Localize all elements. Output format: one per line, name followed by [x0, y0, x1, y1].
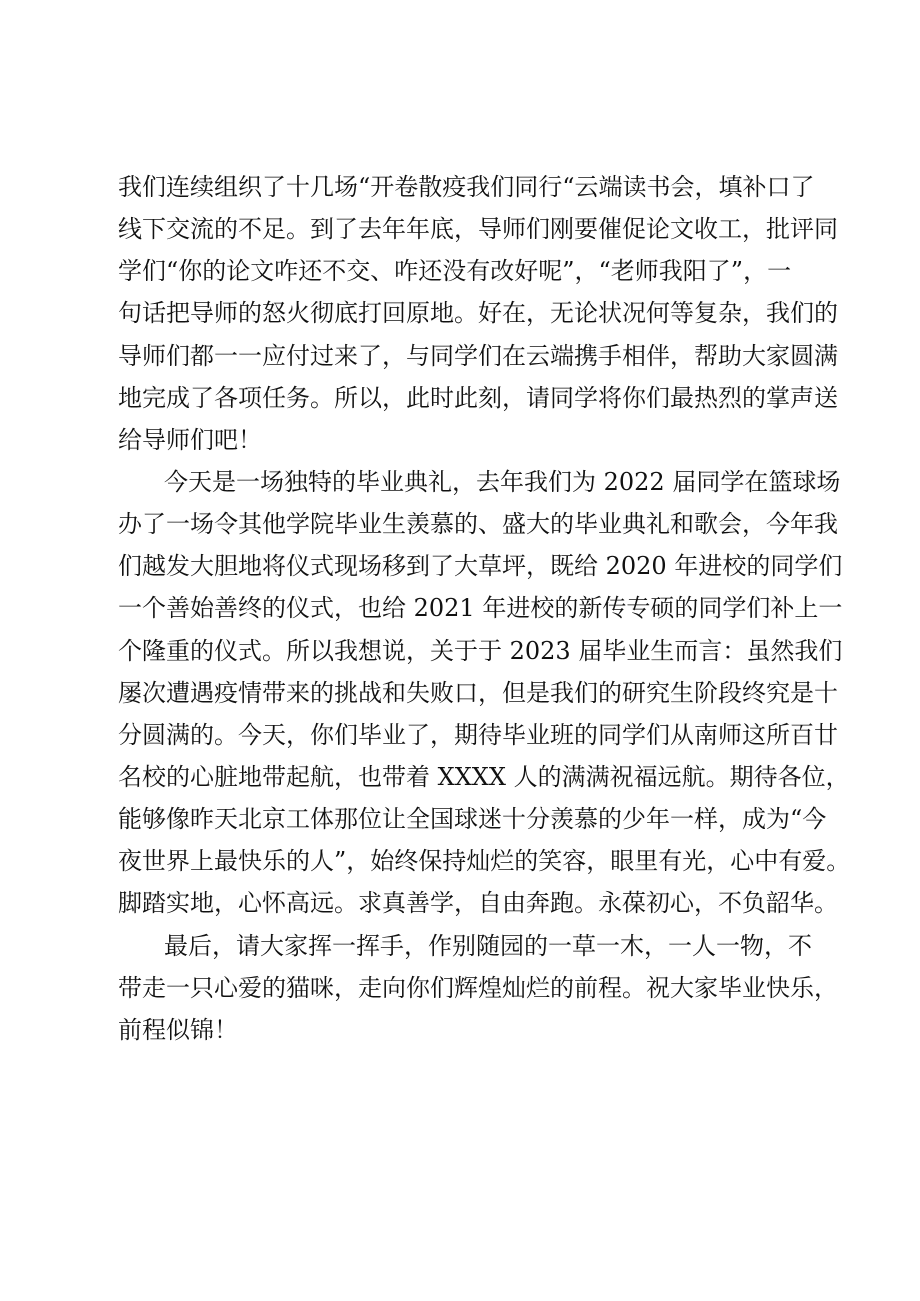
document-body: [118, 166, 851, 1051]
text-line: 给导师们吧！: [118, 425, 262, 454]
paragraph-1: [118, 166, 838, 461]
text-line: 地完成了各项任务。所以，此时此刻，请同学将你们最热烈的掌声送: [118, 383, 838, 412]
text-line: 分圆满的。今天，你们毕业了，期待毕业班的同学们从南师这所百廿: [118, 720, 838, 749]
text-line: 最后，请大家挥一挥手，作别随园的一草一木，一人一物，不: [164, 931, 812, 960]
text-line: 办了一场令其他学院毕业生羡慕的、盛大的毕业典礼和歌会，今年我: [118, 510, 838, 539]
text-line: 学们“你的论文咋还不交、咋还没有改好呢”，“老师我阳了”，一: [118, 257, 792, 286]
text-line: 名校的心脏地带起航，也带着 XXXX 人的满满祝福远航。期待各位，: [118, 762, 850, 791]
text-line: 导师们都一一应付过来了，与同学们在云端携手相伴，帮助大家圆满: [118, 341, 838, 370]
text-line: 个隆重的仪式。所以我想说，关于于 2023 届毕业生而言：虽然我们: [118, 636, 843, 665]
text-line: 今天是一场独特的毕业典礼，去年我们为 2022 届同学在篮球场: [164, 467, 841, 496]
text-line: 句话把导师的怒火彻底打回原地。好在，无论状况何等复杂，我们的: [118, 299, 838, 328]
text-line: 能够像昨天北京工体那位让全国球迷十分羡慕的少年一样，成为“今: [118, 805, 827, 834]
text-line: 带走一只心爱的猫咪，走向你们辉煌灿烂的前程。祝大家毕业快乐，: [118, 973, 838, 1002]
text-line: 一个善始善终的仪式，也给 2021 年进校的新传专硕的同学们补上一: [118, 594, 843, 623]
text-line: 夜世界上最快乐的人”，始终保持灿烂的笑容，眼里有光，心中有爱。: [118, 847, 851, 876]
text-line: 脚踏实地，心怀高远。求真善学，自由奔跑。永葆初心，不负韶华。: [118, 889, 838, 918]
paragraph-3: [118, 925, 838, 1051]
text-line: 线下交流的不足。到了去年年底，导师们刚要催促论文收工，批评同: [118, 215, 838, 244]
text-line: 我们连续组织了十几场“开卷散疫我们同行“云端读书会，填补口了: [118, 173, 815, 201]
text-line: 前程似锦！: [118, 1015, 238, 1044]
paragraph-2: [118, 461, 851, 925]
text-line: 屡次遭遇疫情带来的挑战和失败口，但是我们的研究生阶段终究是十: [118, 678, 838, 707]
text-line: 们越发大胆地将仪式现场移到了大草坪，既给 2020 年进校的同学们: [118, 552, 843, 581]
